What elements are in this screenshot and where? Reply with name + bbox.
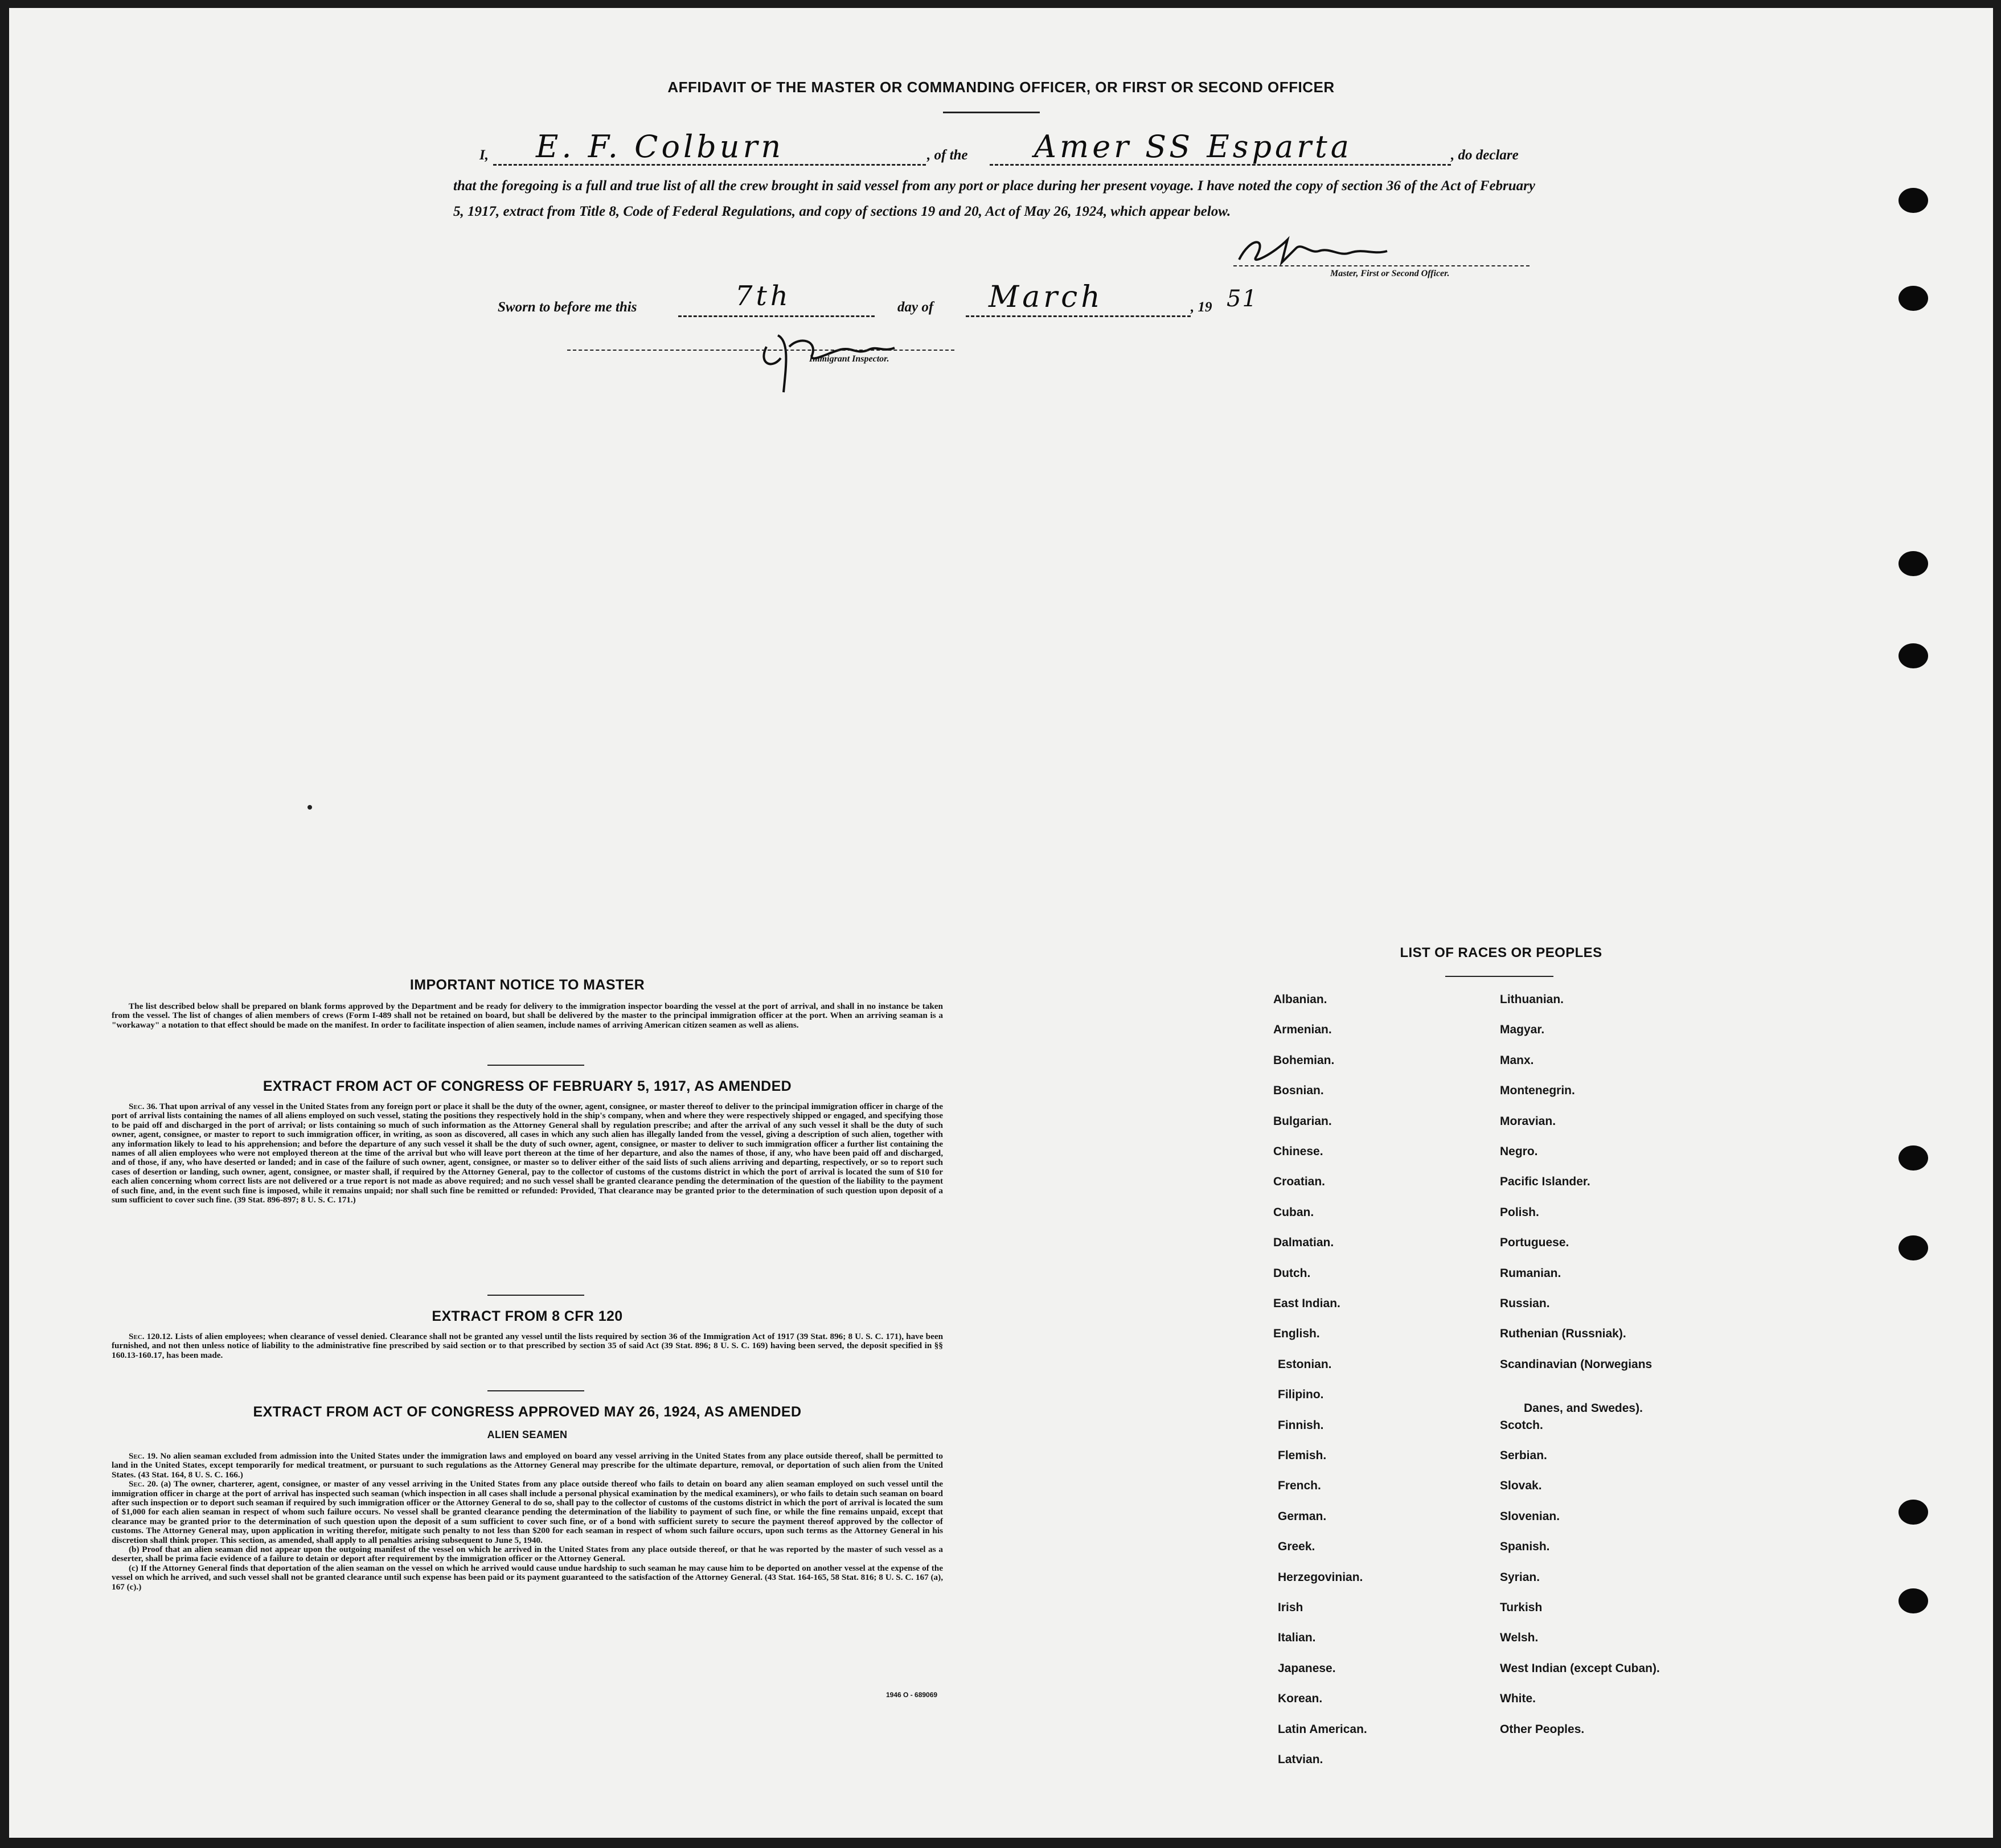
inspector-label: Immigrant Inspector. bbox=[809, 354, 889, 364]
race-item: Flemish. bbox=[1278, 1449, 1327, 1462]
extract-1917-title: EXTRACT FROM ACT OF CONGRESS OF FEBRUARY 5, 1917, AS AMENDED bbox=[263, 1078, 792, 1094]
punch-hole bbox=[1899, 1235, 1928, 1260]
sec-20b-paragraph: (b) Proof that an alien seaman did not appear upon the outgoing manifest of the vessel on which he arrived in the United States from any place outside thereof, or that he was reported by the master of such vessel as a deserter, shall be prima facie evidence of a failure to detain or deport after requirement by the immigration officer or the Attorney General. bbox=[112, 1545, 943, 1564]
race-item: Korean. bbox=[1278, 1692, 1323, 1705]
race-item: Dutch. bbox=[1273, 1267, 1311, 1280]
race-item: Cuban. bbox=[1273, 1206, 1314, 1219]
race-item: Dalmatian. bbox=[1273, 1236, 1334, 1249]
race-item: Welsh. bbox=[1500, 1631, 1539, 1644]
race-item: Scotch. bbox=[1500, 1419, 1543, 1432]
extract-cfr-title: EXTRACT FROM 8 CFR 120 bbox=[432, 1308, 623, 1324]
race-item: Negro. bbox=[1500, 1145, 1538, 1158]
race-item: Slovak. bbox=[1500, 1479, 1542, 1492]
race-item: Russian. bbox=[1500, 1297, 1550, 1310]
sworn-prefix: Sworn to before me this bbox=[498, 299, 637, 315]
year-handwritten: 51 bbox=[1227, 286, 1258, 312]
punch-hole bbox=[1899, 1588, 1928, 1613]
sec-20-label: Sec. 20. bbox=[129, 1479, 158, 1489]
extract-1917-body bbox=[112, 1102, 943, 1205]
section-rule bbox=[487, 1065, 584, 1066]
race-item: Bulgarian. bbox=[1273, 1115, 1332, 1128]
sec-36-text: That upon arrival of any vessel in the United States from any foreign port or place it shall be the duty of the owner, agent, consignee, or master thereof to deliver to the principal immigration officer in charge of the port of arrival lists containing the names of all aliens employed on such vessel, stating the positions they respectively hold in the ship's company, when and where they were respectively shipped or engaged, and specifying those to be paid off and discharged in the port of arrival; or lists containing so much of such information as the Attorney General shall by regulation prescribe; and after the arrival of any such vessel it shall be the duty of such owner, agent, consignee, or master to report to such immigration officer, in writing, as soon as discovered, all cases in which any such alien has illegally landed from the vessel, giving a description of such alien, together with any information likely to lead to his apprehension; and before the departure of any such vessel it shall be the duty of such owner, agent, consignee, or master to deliver to such immigration officer a further list containing the names of all alien employees who were not employed thereon at the time of the arrival but who will leave port thereon at the time of her departure, and also the names of those, if any, who have been paid off and discharged, and of those, if any, who have deserted or landed; and in case of the failure of such owner, agent, consignee, or master so to deliver either of the said lists of such aliens arriving and departing, respectively, or so to report such cases of desertion or landing, such owner, agent, consignee, or master shall, if required by the Attorney General, pay to the collector of customs of the customs district in which the port of arrival is located the sum of $10 for each alien concerning whom correct lists are not delivered or a true report is not made as above required; and no such vessel shall be granted clearance pending the determination of the question of the liability to the payment of such fine, and, in the event such fine is imposed, while it remains unpaid; nor shall such fine be remitted or refunded: Provided, That clearance may be granted prior to the determination of such question upon deposit of a sum sufficient to cover such fine. (39 Stat. 896-897; 8 U. S. C. 171.) bbox=[112, 1102, 943, 1205]
race-item: Estonian. bbox=[1278, 1358, 1332, 1371]
race-item: East Indian. bbox=[1273, 1297, 1340, 1310]
extract-cfr-body bbox=[112, 1332, 943, 1360]
race-item: Moravian. bbox=[1500, 1115, 1556, 1128]
sworn-day-line bbox=[678, 315, 875, 317]
race-item: West Indian (except Cuban). bbox=[1500, 1662, 1660, 1675]
race-item: Pacific Islander. bbox=[1500, 1175, 1590, 1188]
section-rule bbox=[487, 1295, 584, 1296]
alien-seamen-subtitle: ALIEN SEAMEN bbox=[487, 1429, 568, 1440]
punch-hole bbox=[1899, 286, 1928, 311]
print-code: 1946 O - 689069 bbox=[886, 1691, 938, 1699]
sec-20a-paragraph bbox=[112, 1480, 943, 1545]
race-item: German. bbox=[1278, 1510, 1327, 1523]
race-item: Turkish bbox=[1500, 1601, 1543, 1614]
punch-hole bbox=[1899, 1500, 1928, 1525]
race-item: Filipino. bbox=[1278, 1388, 1324, 1401]
race-item: Italian. bbox=[1278, 1631, 1316, 1644]
sworn-day-handwritten: 7th bbox=[735, 280, 792, 312]
document-sheet bbox=[9, 8, 1993, 1838]
race-item: Polish. bbox=[1500, 1206, 1539, 1219]
sec-19-text: No alien seaman excluded from admission into the United States under the immigration laws and employed on board any vessel arriving in the United States from any place outside thereof, shall be permitted to land in the United States, except temporarily for medical treatment, or pursuant to such regulations as the Attorney General may prescribe for the ultimate departure, removal, or deportation of such alien from the United States. (43 Stat. 164, 8 U. S. C. 166.) bbox=[112, 1451, 943, 1480]
race-item: French. bbox=[1278, 1479, 1321, 1492]
affidavit-title: AFFIDAVIT OF THE MASTER OR COMMANDING OFFICER, OR FIRST OR SECOND OFFICER bbox=[667, 79, 1335, 96]
race-item: Japanese. bbox=[1278, 1662, 1336, 1675]
punch-hole bbox=[1899, 1145, 1928, 1171]
of-the-label: , of the bbox=[927, 147, 968, 163]
extract-1924-body bbox=[112, 1452, 943, 1592]
master-signature-line bbox=[1233, 265, 1530, 266]
race-item: Lithuanian. bbox=[1500, 993, 1564, 1006]
race-item: Herzegovinian. bbox=[1278, 1571, 1363, 1584]
notice-paragraph: The list described below shall be prepared on blank forms approved by the Department and be ready for delivery to the immigration inspector boarding the vessel at the port of arrival, and shall in no instance be taken from the vessel. The list of changes of alien members of crews (Form I-489 shall not be retained on board, but shall be delivered by the master to the principal immigration officer at the port. When an arriving seaman is a "workaway" a notation to that effect should be made on the manifest. In order to facilitate inspection of alien seamen, include names of arriving American citizen seamen as well as aliens. bbox=[112, 1001, 943, 1030]
extract-cfr-paragraph bbox=[112, 1332, 943, 1360]
race-item: Greek. bbox=[1278, 1540, 1315, 1553]
race-item: Magyar. bbox=[1500, 1023, 1545, 1036]
do-declare-label: , do declare bbox=[1451, 147, 1519, 163]
race-item: White. bbox=[1500, 1692, 1536, 1705]
year-prefix: , 19 bbox=[1191, 299, 1212, 315]
race-item: Scandinavian (Norwegians bbox=[1500, 1358, 1653, 1371]
sec-19-label: Sec. 19. bbox=[129, 1451, 158, 1461]
inspector-signature-line bbox=[567, 350, 954, 351]
race-item: Irish bbox=[1278, 1601, 1303, 1614]
sec-20c-paragraph: (c) If the Attorney General finds that deportation of the alien seaman on the vessel on which he arrived would cause undue hardship to such seaman he may cause him to be deported on another vessel at the expense of the vessel on which he arrived, and such vessel shall not be granted clearance until such expense has been paid or its payment guaranteed to the satisfaction of the Attorney General. (43 Stat. 164-165, 58 Stat. 816; 8 U. S. C. 167 (a), 167 (c).) bbox=[112, 1563, 943, 1592]
declaration-text: that the foregoing is a full and true list of all the crew brought in said vessel from any port or place during her present voyage. I have noted the copy of section 36 of the Act of February 5, 1917, extract from Title 8, Code of Federal Regulations, and copy of sections 19 and 20, Act of May 26, 1924, which appear below. bbox=[453, 178, 1535, 219]
race-item: Chinese. bbox=[1273, 1145, 1323, 1158]
race-item: Finnish. bbox=[1278, 1419, 1324, 1432]
race-item: Other Peoples. bbox=[1500, 1723, 1585, 1736]
race-item: Rumanian. bbox=[1500, 1267, 1561, 1280]
race-item: Slovenian. bbox=[1500, 1510, 1560, 1523]
race-item: Latvian. bbox=[1278, 1753, 1323, 1766]
extract-1917-paragraph bbox=[112, 1102, 943, 1205]
race-item: Danes, and Swedes). bbox=[1524, 1402, 1643, 1415]
sec-19-paragraph bbox=[112, 1452, 943, 1480]
race-item: Spanish. bbox=[1500, 1540, 1550, 1553]
sec-120-text: Lists of alien employees; when clearance of vessel denied. Clearance shall not be granted any vessel until the lists required by section 36 of the Immigration Act of 1917 (39 Stat. 896; 8 U. S. C. 171), have been furnished, and not then unless notice of liability to the administrative fine prescribed by said section or to that prescribed by section 35 of said Act (39 Stat. 896; 8 U. S. C. 169) having been served, the deposit specified in §§ 160.13-160.17, has been made. bbox=[112, 1332, 944, 1360]
sec-20a-text: (a) The owner, charterer, agent, consignee, or master of any vessel arriving in the United States from any place outside thereof who fails to detain on board any alien seaman employed on such vessel until the immigration officer in charge at the port of arrival has inspected such seaman (which inspection in all cases shall include a personal physical examination by the medical examiners), or who fails to detain such seaman on board after such inspection or to deport such seaman if required by such immigration officer or the Attorney General to do so, shall pay to the collector of customs of the customs district in which the port of arrival is located the sum of $1,000 for each alien seaman in respect of whom such failure occurs. No vessel shall be granted clearance pending the determination of the liability to payment of such fine, or while the fine remains unpaid, except that clearance may be granted prior to the determination of such question upon the deposit of a sum sufficient to cover such fine, or of a bond with sufficient surety to secure the payment thereof approved by the collector of customs. The Attorney General may, upon application in writing therefor, mitigate such penalty to not less than $200 for each seaman in respect of whom such failure occurs, upon such terms as the Attorney General in his discretion shall think proper. This section, as amended, shall apply to all penalties arising subsequent to June 5, 1940. bbox=[112, 1479, 944, 1545]
title-rule bbox=[943, 112, 1040, 113]
race-item: Manx. bbox=[1500, 1054, 1534, 1067]
sworn-month-handwritten: March bbox=[989, 280, 1104, 314]
punch-hole bbox=[1899, 643, 1928, 668]
race-item: Bohemian. bbox=[1273, 1054, 1335, 1067]
races-title-rule bbox=[1445, 976, 1553, 977]
race-item: Ruthenian (Russniak). bbox=[1500, 1327, 1626, 1340]
master-name-handwritten: E. F. Colburn bbox=[536, 129, 785, 165]
i-prefix: I, bbox=[479, 147, 489, 163]
master-label: Master, First or Second Officer. bbox=[1330, 269, 1450, 278]
race-item: Portuguese. bbox=[1500, 1236, 1569, 1249]
vessel-name-handwritten: Amer SS Esparta bbox=[1034, 129, 1352, 165]
sec-36-label: Sec. 36. bbox=[129, 1102, 158, 1111]
day-of-label: day of bbox=[897, 299, 934, 315]
race-item: Albanian. bbox=[1273, 993, 1327, 1006]
races-title: LIST OF RACES OR PEOPLES bbox=[1400, 945, 1602, 960]
race-item: Croatian. bbox=[1273, 1175, 1326, 1188]
race-item: Armenian. bbox=[1273, 1023, 1332, 1036]
punch-hole bbox=[1899, 188, 1928, 213]
race-item: Serbian. bbox=[1500, 1449, 1547, 1462]
sec-120-label: Sec. 120.12. bbox=[129, 1332, 173, 1341]
extract-1924-title: EXTRACT FROM ACT OF CONGRESS APPROVED MAY 26, 1924, AS AMENDED bbox=[253, 1404, 802, 1420]
race-item: Latin American. bbox=[1278, 1723, 1367, 1736]
notice-title: IMPORTANT NOTICE TO MASTER bbox=[409, 977, 645, 993]
punch-hole bbox=[1899, 551, 1928, 576]
race-item: Bosnian. bbox=[1273, 1084, 1324, 1097]
race-item: English. bbox=[1273, 1327, 1320, 1340]
race-item: Montenegrin. bbox=[1500, 1084, 1575, 1097]
speck-mark bbox=[307, 805, 312, 810]
race-item: Syrian. bbox=[1500, 1571, 1540, 1584]
notice-body bbox=[112, 1002, 943, 1030]
sworn-month-line bbox=[966, 315, 1191, 317]
section-rule bbox=[487, 1390, 584, 1391]
